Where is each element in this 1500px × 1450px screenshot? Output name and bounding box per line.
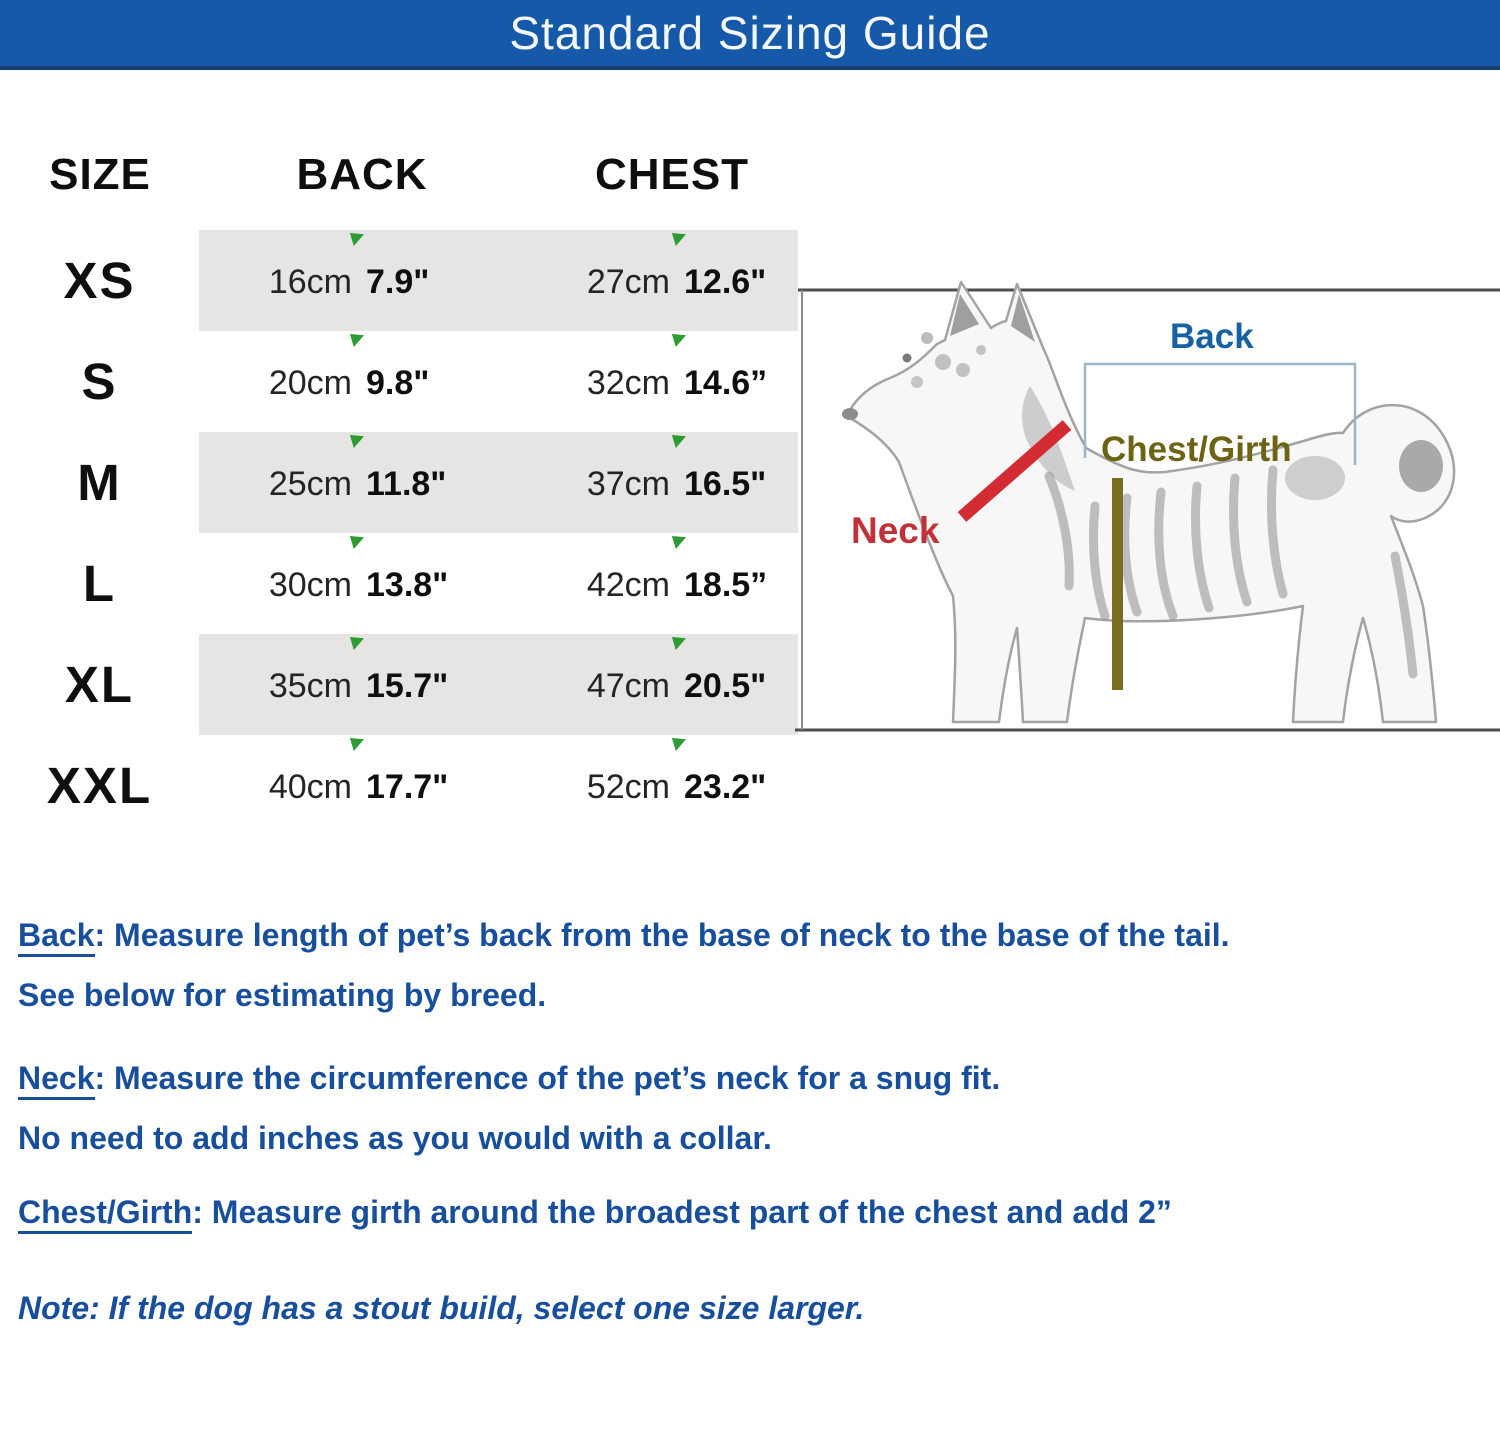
table-row bbox=[0, 634, 800, 735]
back-cm-value: 16cm bbox=[268, 263, 352, 301]
chest-girth-label: Chest/Girth bbox=[1101, 430, 1292, 469]
chest-inch-value: 20.5" bbox=[684, 667, 767, 705]
header-bar bbox=[0, 0, 1500, 70]
back-inch-value: 17.7" bbox=[366, 768, 449, 806]
back-inch-value: 9.8" bbox=[366, 364, 430, 402]
page-title: Standard Sizing Guide bbox=[509, 7, 991, 59]
table-row bbox=[0, 432, 800, 533]
note-back: Back: Measure length of pet’s back from the base of neck to the base of the tail. See below for estimating by breed. bbox=[18, 917, 1230, 1013]
size-label: M bbox=[77, 454, 122, 511]
note-stout-build: Note: If the dog has a stout build, select one size larger. bbox=[18, 1290, 865, 1326]
girth-bar bbox=[1112, 478, 1123, 690]
chest-cm-value: 27cm bbox=[586, 263, 670, 301]
chest-cm-value: 42cm bbox=[586, 566, 670, 604]
note-chest-girth: Chest/Girth: Measure girth around the broadest part of the chest and add 2” bbox=[18, 1182, 1488, 1242]
chest-inch-value: 14.6” bbox=[684, 364, 768, 402]
back-cm-value: 25cm bbox=[268, 465, 352, 503]
column-header-chest: CHEST bbox=[594, 150, 750, 199]
back-inch-value: 11.8" bbox=[366, 465, 447, 503]
chest-inch-value: 18.5” bbox=[684, 566, 768, 604]
back-cm-value: 30cm bbox=[268, 566, 352, 604]
back-label: Back bbox=[1170, 317, 1254, 356]
size-label: XXL bbox=[46, 757, 153, 814]
chest-cm-value: 47cm bbox=[586, 667, 670, 705]
size-label: L bbox=[82, 555, 117, 612]
note-neck: Neck: Measure the circumference of the pet’s neck for a snug fit. No need to add inches as you would with a collar. bbox=[18, 1060, 1001, 1156]
back-cm-value: 20cm bbox=[268, 364, 352, 402]
column-header-back: BACK bbox=[296, 150, 428, 199]
dog-illustration bbox=[795, 266, 1500, 738]
neck-label: Neck bbox=[851, 510, 940, 551]
column-header-size: SIZE bbox=[49, 150, 151, 199]
back-inch-value: 13.8" bbox=[366, 566, 449, 604]
size-label: XS bbox=[63, 252, 136, 309]
size-label: S bbox=[81, 353, 118, 410]
chest-inch-value: 16.5" bbox=[684, 465, 767, 503]
chest-cm-value: 37cm bbox=[586, 465, 670, 503]
dog-outline bbox=[847, 282, 1454, 722]
table-row bbox=[0, 230, 800, 331]
table-row bbox=[0, 735, 800, 836]
chest-inch-value: 12.6" bbox=[684, 263, 767, 301]
chest-cm-value: 32cm bbox=[586, 364, 670, 402]
chest-inch-value: 23.2" bbox=[684, 768, 767, 806]
back-cm-value: 40cm bbox=[268, 768, 352, 806]
size-label: XL bbox=[64, 656, 135, 713]
table-row bbox=[0, 331, 800, 432]
back-inch-value: 7.9" bbox=[366, 263, 430, 301]
back-cm-value: 35cm bbox=[268, 667, 352, 705]
back-inch-value: 15.7" bbox=[366, 667, 449, 705]
table-row bbox=[0, 533, 800, 634]
chest-cm-value: 52cm bbox=[586, 768, 670, 806]
